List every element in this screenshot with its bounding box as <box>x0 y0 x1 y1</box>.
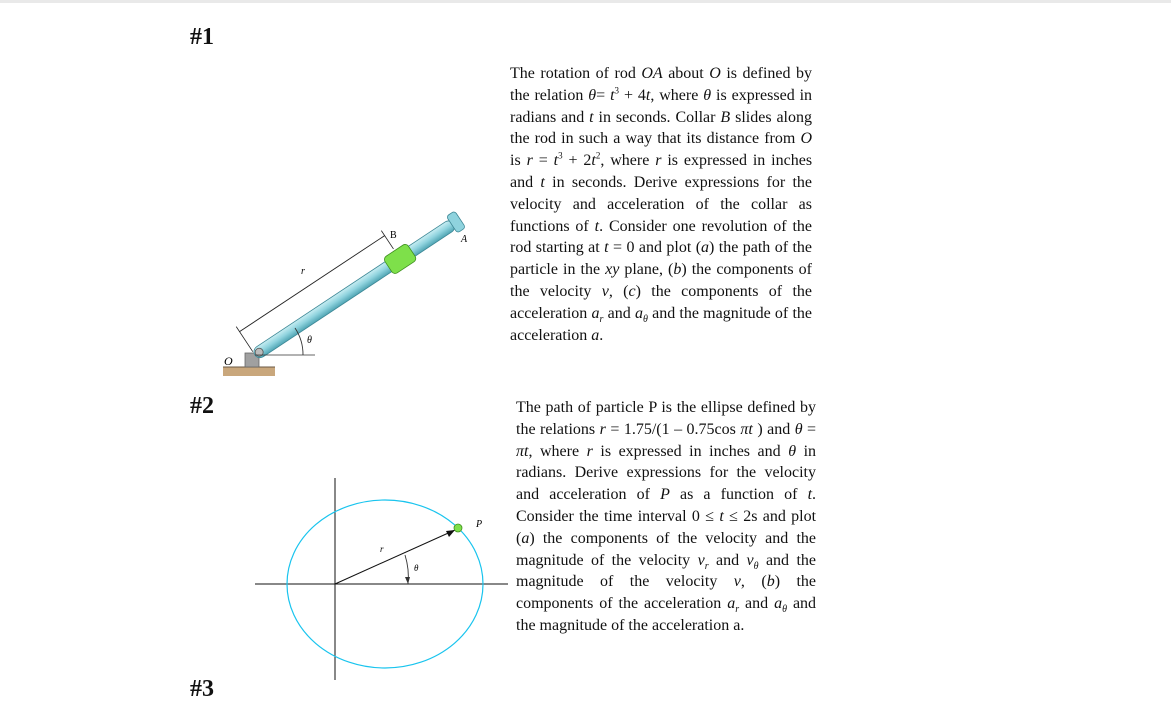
rod-collar-figure <box>215 195 475 385</box>
rod <box>252 219 457 360</box>
radius-arrowhead <box>446 530 455 537</box>
theta-label: θ <box>307 335 312 346</box>
problem-1-text: The rotation of rod OA about O is defined by the relation $\theta= t^3 + 4t$, where θ is expressed in radians and t in seconds. Collar B slides along the rod in such a way that its distance from O is $r = t^3 + 2t^2$, where r is expressed in inches and t in seconds. Derive expressions for the velocity and acceleration of the collar as functions of t. Consider one revolution of the rod starting at t = 0 and plot (a) the path of the particle in the xy plane, (b) the components of the velocity v, (c) the components of the acceleration $a_r$ and $a_\theta$ and the magnitude of the acceleration a. <box>510 65 813 344</box>
top-border <box>0 0 1171 3</box>
radius-line <box>335 530 455 584</box>
point-o-label: O <box>224 354 233 368</box>
point-p-label: P <box>476 519 483 530</box>
point-a-label: A <box>461 234 468 245</box>
r-label: r <box>380 544 384 554</box>
r-extension-left <box>236 327 253 352</box>
theta-label: θ <box>414 563 419 573</box>
problem-number-1: #1 <box>190 24 214 50</box>
ground-base <box>223 367 275 376</box>
particle-p <box>454 524 462 532</box>
problem-number-3: #3 <box>190 676 214 702</box>
problem-number-2: #2 <box>190 393 214 419</box>
theta-arrowhead <box>405 577 410 584</box>
ellipse-path-figure <box>250 470 515 685</box>
problem-2-text: The path of particle P is the ellipse defined by the relations r = 1.75/(1 – 0.75cos πt ) and θ = πt, where r is expressed in inches and θ in radians. Derive expressions for the velocity and acceleration of P as a function of t. Consider the time interval 0 ≤ t ≤ 2s and plot (a) the components of the velocity and the magnitude of the velocity $v_r$ and $v_\theta$ and the magnitude of the velocity v, (b) the components of the acceleration $a_r$ and $a_\theta$ and the magnitude of the acceleration a. <box>516 399 817 634</box>
point-b-label: B <box>390 230 397 241</box>
r-label: r <box>301 266 305 277</box>
